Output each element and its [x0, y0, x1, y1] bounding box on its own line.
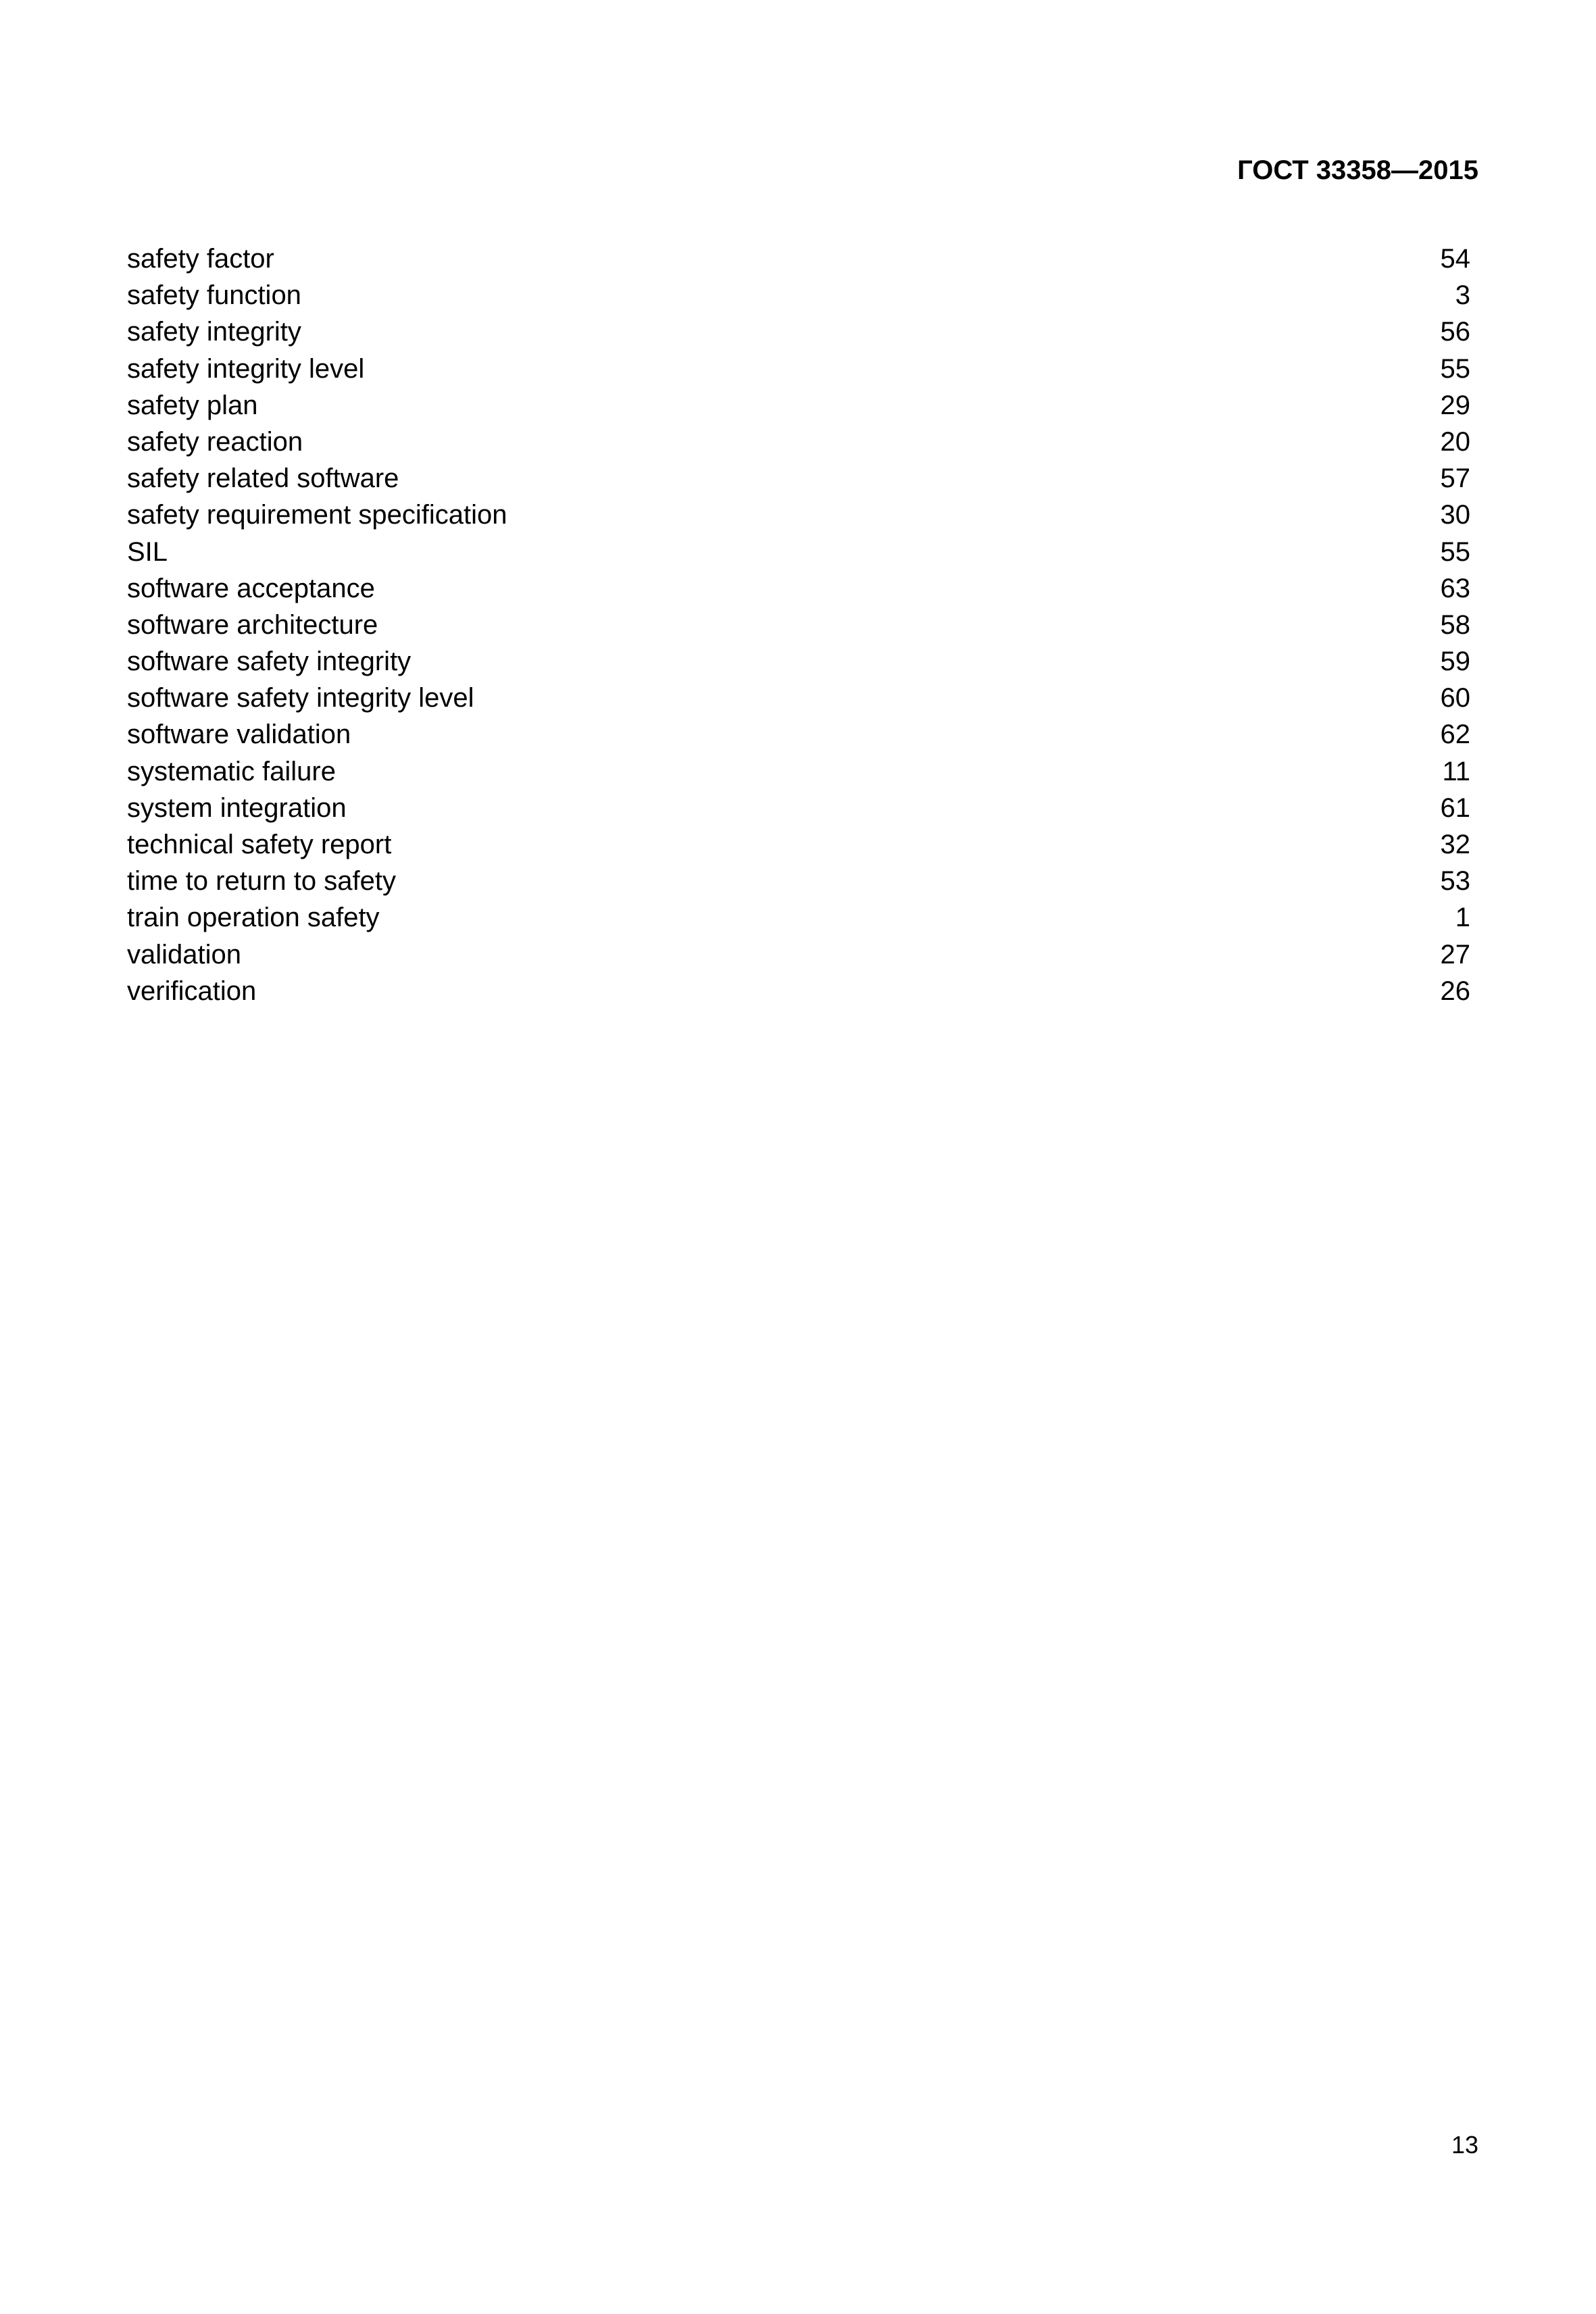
index-entry — [127, 460, 1470, 497]
index-entry — [127, 387, 1470, 424]
index-term: validation — [127, 939, 242, 970]
index-page-ref: 32 — [1440, 830, 1470, 859]
index-term: safety integrity level — [127, 353, 365, 384]
index-term: safety plan — [127, 390, 258, 420]
index-page-ref: 55 — [1440, 536, 1470, 567]
index-page-ref: 54 — [1440, 244, 1470, 274]
index-entry — [127, 607, 1470, 643]
index-page-ref: 20 — [1440, 426, 1470, 457]
index-entry — [127, 241, 1470, 277]
index-entry — [127, 899, 1470, 936]
index-entry — [127, 570, 1470, 607]
index-entry — [127, 716, 1470, 753]
document-code-header: ГОСТ 33358—2015 — [1237, 155, 1478, 185]
index-entry — [127, 351, 1470, 387]
index-page-ref: 60 — [1440, 683, 1470, 713]
index-term: time to return to safety — [127, 866, 396, 897]
index-entry — [127, 790, 1470, 826]
index-term: software safety integrity — [127, 647, 412, 677]
index-term: software acceptance — [127, 573, 375, 603]
index-page-ref: 57 — [1440, 463, 1470, 494]
index-entry — [127, 826, 1470, 863]
index-term: safety reaction — [127, 426, 303, 457]
index-term: safety requirement specification — [127, 500, 507, 530]
index-page-ref: 11 — [1442, 756, 1470, 786]
index-page-ref: 55 — [1440, 353, 1470, 384]
index-term: technical safety report — [127, 830, 392, 859]
index-entry — [127, 936, 1470, 973]
index-page-ref: 58 — [1440, 609, 1470, 640]
index-term: software validation — [127, 720, 351, 750]
index-term: train operation safety — [127, 903, 380, 933]
index-term: systematic failure — [127, 756, 336, 786]
index-entry — [127, 313, 1470, 350]
index-entry — [127, 277, 1470, 313]
index-page-ref: 26 — [1440, 976, 1470, 1006]
index-entry — [127, 424, 1470, 460]
index-term: SIL — [127, 536, 168, 567]
index-page-ref: 1 — [1455, 903, 1470, 933]
index-list — [127, 241, 1470, 1009]
index-entry — [127, 643, 1470, 680]
index-term: software safety integrity level — [127, 683, 474, 713]
index-page-ref: 61 — [1440, 793, 1470, 823]
index-page-ref: 59 — [1440, 647, 1470, 677]
index-term: software architecture — [127, 609, 378, 640]
index-entry — [127, 973, 1470, 1009]
index-entry — [127, 863, 1470, 899]
index-page-ref: 56 — [1440, 317, 1470, 347]
index-term: safety related software — [127, 463, 399, 494]
index-entry — [127, 680, 1470, 716]
index-entry — [127, 497, 1470, 533]
index-term: system integration — [127, 793, 347, 823]
index-page-ref: 3 — [1455, 280, 1470, 311]
index-page-ref: 62 — [1440, 720, 1470, 750]
index-page-ref: 53 — [1440, 866, 1470, 897]
index-term: safety factor — [127, 244, 274, 274]
index-term: safety integrity — [127, 317, 301, 347]
index-entry — [127, 753, 1470, 790]
index-page-ref: 63 — [1440, 573, 1470, 603]
index-term: verification — [127, 976, 257, 1006]
index-page-ref: 30 — [1440, 500, 1470, 530]
index-page-ref: 29 — [1440, 390, 1470, 420]
index-page-ref: 27 — [1440, 939, 1470, 970]
index-term: safety function — [127, 280, 301, 311]
index-entry — [127, 534, 1470, 570]
page-number: 13 — [1451, 2131, 1478, 2159]
